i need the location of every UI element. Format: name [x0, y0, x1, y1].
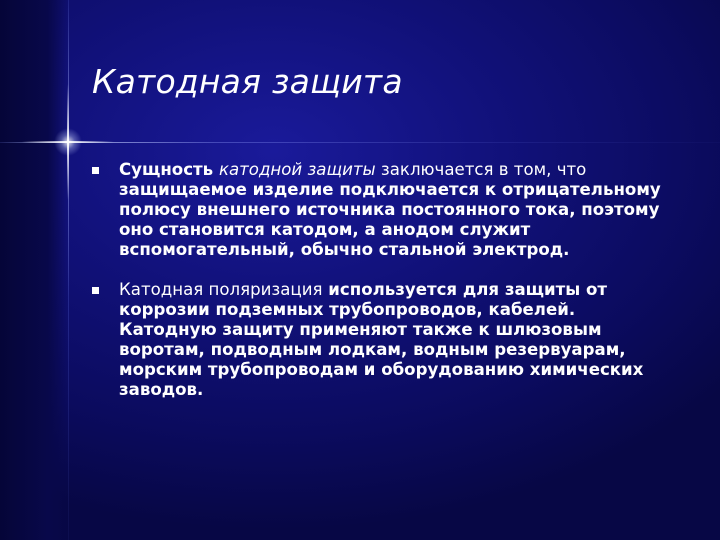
bullet-1-after: заключается в том, что — [375, 160, 587, 179]
bullet-2-text: используется для защиты от коррозии подземных трубопроводов, кабелей. Катодную защиту применяют также к шлюзовым воротам, подводным лодкам, водным резервуарам, морским трубопроводам и оборудованию химических заводов. — [119, 280, 644, 399]
bullet-item-1 — [90, 160, 670, 260]
bullet-item-2 — [90, 280, 670, 400]
bullet-1-emphasis: катодной защиты — [218, 160, 376, 179]
bullet-list — [90, 160, 670, 420]
square-bullet-icon — [92, 287, 99, 294]
bullet-1-lead: Сущность — [119, 160, 219, 179]
bullet-2-lead: Катодная поляризация — [119, 280, 323, 299]
sparkle-ray-horizontal — [22, 141, 114, 143]
vertical-accent-line — [68, 0, 69, 540]
slide-title: Катодная защита — [92, 62, 403, 101]
left-shade-band — [0, 0, 68, 540]
bullet-1-text: защищаемое изделие подключается к отрицательному полюсу внешнего источника постоянного тока, поэтому оно становится катодом, а анодом служит вспомогательный, обычно стальной электрод. — [119, 180, 661, 259]
square-bullet-icon — [92, 167, 99, 174]
